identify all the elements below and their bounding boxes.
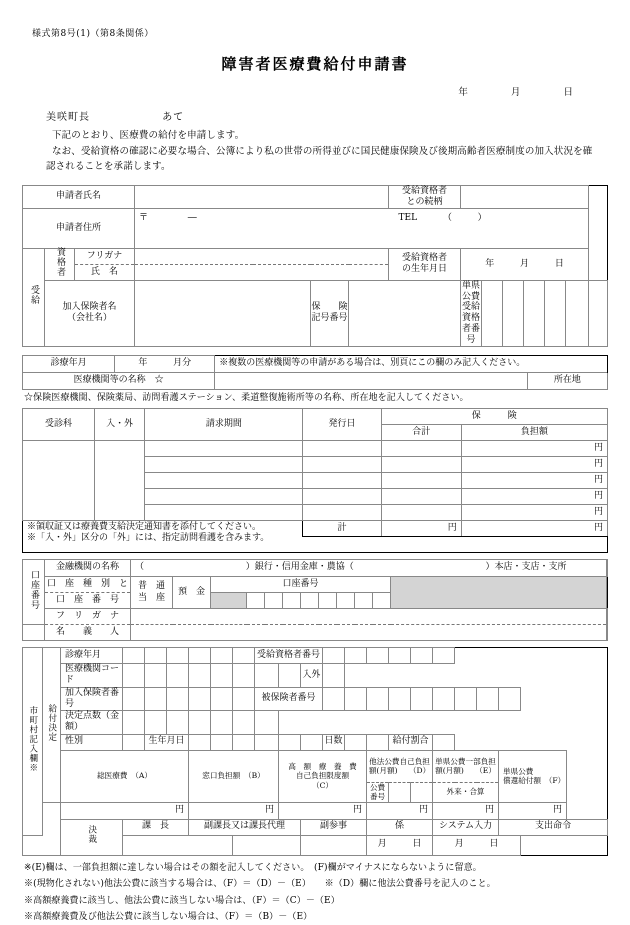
points-cell-1[interactable] — [123, 711, 145, 735]
treatment-month-table — [22, 355, 608, 390]
account-no-cell-4[interactable] — [301, 593, 319, 609]
approval-input-kacho[interactable] — [23, 835, 123, 855]
amount-col-0-line1: 総医療費 （A） — [97, 771, 152, 781]
submission-date — [22, 84, 608, 98]
claim-note-1: ※領収証又は療養費支給決定通知書を添付してください。 — [27, 522, 262, 533]
claim-burden-input[interactable]: 円 — [461, 489, 607, 505]
institution-name-input[interactable] — [215, 372, 528, 389]
account-futsu[interactable]: 普 通 — [137, 581, 165, 592]
amount-col-1-line1: 窓口負担額 （B） — [202, 771, 265, 781]
bank-institution-input[interactable] — [131, 560, 607, 577]
date-year-label: 年 — [458, 87, 469, 98]
body-line-3: 認されることを承諾します。 — [46, 161, 171, 173]
claim-insurance-header: 保 険 — [381, 409, 607, 425]
claim-total-input[interactable] — [381, 441, 461, 457]
approval-input-fukusanji[interactable] — [233, 835, 301, 855]
treatment-month-label: 診療年月 — [23, 355, 115, 372]
points-blank — [279, 711, 567, 735]
recipient-vertical-label — [23, 248, 45, 346]
insurance-no-label-2: 記号番号 — [311, 313, 348, 324]
recipient-birth-label — [389, 248, 461, 280]
system-month: 月 — [377, 839, 387, 850]
account-holder-label: 名 義 人 — [45, 625, 131, 641]
amount-col-2-line2: 自己負担限度額 — [295, 771, 350, 781]
insurer-label-2: （会社名） — [67, 313, 113, 324]
approval-col-payment: 支出命令 — [499, 819, 608, 835]
amount-col-3-line1: 他法公費自己負担 — [369, 756, 430, 766]
account-furigana-input[interactable] — [131, 609, 607, 625]
payment-day: 日 — [489, 839, 499, 850]
points-cell-7[interactable] — [255, 711, 279, 735]
treat-month-cell-2[interactable] — [145, 648, 167, 664]
recipient-no-cell-5[interactable] — [411, 648, 433, 664]
claim-total-label: 計 — [303, 521, 381, 537]
insured-no-cell-5[interactable] — [411, 687, 433, 711]
account-furigana-label: フ リ ガ ナ — [45, 609, 131, 625]
insured-no-cell-7[interactable] — [455, 687, 477, 711]
insurer-name-input[interactable] — [135, 280, 311, 346]
account-no-cell-6[interactable] — [337, 593, 355, 609]
inst-code-cell-6[interactable] — [233, 664, 255, 688]
public-expense-no-cell-1[interactable] — [389, 782, 411, 802]
applicant-recipient-table — [22, 185, 608, 346]
amount-col-5-line1: 単県公費 — [503, 766, 534, 776]
insured-no-cell-6[interactable] — [433, 687, 455, 711]
claim-grand-total[interactable]: 円 — [381, 521, 461, 537]
insured-no-cell-4[interactable] — [389, 687, 411, 711]
claim-spacer-2 — [381, 537, 461, 553]
claim-total-input[interactable] — [381, 457, 461, 473]
points-cell-2[interactable] — [145, 711, 167, 735]
tel-label: TEL — [398, 212, 418, 223]
inst-code-cell-1[interactable] — [123, 664, 145, 688]
pref-cert-cell-1[interactable] — [482, 280, 503, 346]
birth-cell-1[interactable] — [189, 734, 211, 750]
approval-col-fukusanji: 副参事 — [301, 819, 367, 835]
claim-spacer-3 — [461, 537, 607, 553]
treat-month-cell-6[interactable] — [233, 648, 255, 664]
recipient-no-cell-4[interactable] — [389, 648, 411, 664]
points-cell-3[interactable] — [167, 711, 189, 735]
postal-dash: ― — [187, 212, 197, 223]
municipal-vertical-label — [23, 648, 43, 835]
account-no-cell-1[interactable] — [247, 593, 265, 609]
pref-cert-cell-2[interactable] — [503, 280, 524, 346]
applicant-address-label: 申請者住所 — [23, 208, 135, 248]
row-treat-month-label: 診療年月 — [61, 648, 123, 664]
gender-text: 性別 — [65, 736, 84, 747]
claim-spacer-1 — [303, 537, 381, 553]
approval-col-kakari: 係 — [367, 819, 433, 835]
amount-col-total-medical — [61, 750, 189, 802]
pref-cert-cell-5[interactable] — [566, 280, 589, 346]
claim-period-input[interactable] — [145, 473, 303, 489]
postal-mark: 〒 — [139, 212, 149, 223]
claim-period-input[interactable] — [145, 441, 303, 457]
claim-period-input[interactable] — [145, 505, 303, 521]
claim-period-input[interactable] — [145, 489, 303, 505]
amount-value-total-medical[interactable]: 円 — [61, 802, 189, 819]
applicant-name-input[interactable] — [135, 186, 389, 209]
form-number: 様式第8号(1)（第8条関係） — [32, 29, 154, 39]
inst-code-cell-3[interactable] — [167, 664, 189, 688]
treatment-year-label: 年 — [138, 357, 148, 368]
row-insured-no-label: 被保険者番号 — [255, 687, 323, 711]
claim-issue-date-input[interactable] — [303, 441, 381, 457]
claim-total-input[interactable] — [381, 505, 461, 521]
claim-total-input[interactable] — [381, 473, 461, 489]
account-no-cell-8[interactable] — [373, 593, 391, 609]
recipient-name-label: 氏 名 — [75, 264, 135, 280]
claim-inout-input[interactable] — [95, 441, 145, 521]
recipient-birth-label-1: 受給資格者 — [402, 253, 448, 264]
birth-cell-5[interactable] — [279, 734, 301, 750]
insurance-no-label-1: 保 険 — [311, 302, 348, 313]
claim-total-input[interactable] — [381, 489, 461, 505]
pref-cert-cell-6[interactable] — [589, 280, 608, 346]
days-cell-2[interactable] — [367, 734, 389, 750]
amount-col-pref-refund — [499, 750, 567, 802]
benefit-vertical-label — [43, 648, 61, 802]
amount-col-high-cost — [279, 750, 367, 802]
amount-col-3-line2: 額(月額) （D） — [368, 766, 431, 776]
recipient-birth-input[interactable] — [461, 248, 589, 280]
claim-notes — [23, 521, 303, 553]
account-no-cell-7[interactable] — [355, 593, 373, 609]
claim-col-issue-date: 発行日 — [303, 409, 381, 441]
amount-value-high-cost[interactable]: 円 — [279, 802, 367, 819]
body-line-1: 下記のとおり、医療費の給付を申請します。 — [52, 130, 245, 141]
recipient-no-cell-6[interactable] — [433, 648, 455, 664]
treat-month-cell-4[interactable] — [189, 648, 211, 664]
inst-code-blank — [345, 664, 567, 688]
account-touza[interactable]: 当 座 — [137, 592, 165, 603]
recipient-vertical-1: 受給 — [29, 285, 39, 306]
claim-col-period: 請求期間 — [145, 409, 303, 441]
points-cell-4[interactable] — [189, 711, 211, 735]
insurer-no-cell-5[interactable] — [211, 687, 233, 711]
row-days-label: 日数 — [323, 734, 345, 750]
birth-month-label: 月 — [520, 258, 530, 269]
recipient-vertical-2: 資格者 — [55, 247, 65, 278]
insurer-no-cell-6[interactable] — [233, 687, 255, 711]
municipal-table — [22, 647, 608, 855]
municipal-vertical-text: 市町村記入欄※ — [27, 705, 38, 773]
account-no-cell-5[interactable] — [319, 593, 337, 609]
row-recipient-no-label: 受給資格者番号 — [255, 648, 323, 664]
account-no-cell-3[interactable] — [283, 593, 301, 609]
insured-no-cell-2[interactable] — [345, 687, 367, 711]
claim-period-input[interactable] — [145, 457, 303, 473]
insurer-no-cell-4[interactable] — [189, 687, 211, 711]
approval-col-kacho: 課 長 — [123, 819, 189, 835]
row-points-label: 決定点数（金額） — [61, 711, 123, 735]
row-insurer-no-label: 加入保険者番号 — [61, 687, 123, 711]
amount-col-window-burden — [189, 750, 279, 802]
claim-burden-input[interactable]: 円 — [461, 457, 607, 473]
bank-paren-open: （ — [135, 562, 145, 573]
relation-input[interactable] — [461, 186, 589, 209]
account-holder-tail[interactable] — [607, 625, 608, 641]
row-institution-code-label: 医療機関コード — [61, 664, 123, 688]
claim-note-2: ※「入・外」区分の「外」には、指定訪問看護を含みます。 — [27, 533, 270, 544]
account-yokin-label: 預 金 — [173, 577, 211, 609]
benefit-vertical-text: 給付決定 — [46, 703, 57, 742]
approval-input-fukukacho[interactable] — [123, 835, 233, 855]
page-title: 障害者医療費給付申請書 — [221, 55, 409, 73]
inst-code-cell-5[interactable] — [211, 664, 233, 688]
insurance-no-input[interactable] — [349, 280, 461, 346]
claim-issue-date-input[interactable] — [303, 489, 381, 505]
claim-table — [22, 408, 608, 553]
recipient-no-blank — [455, 648, 543, 664]
bank-vertical-label — [23, 560, 45, 625]
pref-cert-label-2: 資格者番号 — [462, 313, 481, 345]
amount-col-other-public — [367, 750, 433, 782]
institution-name-label: 医療機関等の名称 ☆ — [23, 372, 215, 389]
recipient-furigana-input[interactable] — [135, 248, 389, 264]
row-rate-label: 給付割合 — [389, 734, 433, 750]
footnote-4: ※高額療養費及び他法公費に該当しない場合は、（F）＝（B）－（E） — [24, 912, 313, 922]
recipient-name-input[interactable] — [135, 264, 389, 280]
bank-kinds: ）銀行・信用金庫・農協（ — [245, 562, 354, 573]
insurer-no-cell-2[interactable] — [145, 687, 167, 711]
rate-blank — [455, 734, 608, 750]
applicant-name-label: 申請者氏名 — [23, 186, 135, 209]
account-no-cell-0 — [211, 593, 247, 609]
account-futsu-touza[interactable] — [131, 577, 173, 609]
gender-input[interactable] — [123, 734, 145, 750]
approval-col-fukukacho: 副課長又は課長代理 — [189, 819, 301, 835]
account-type-label-2: 口 座 番 号 — [45, 593, 131, 609]
applicant-postal-row[interactable] — [135, 208, 589, 228]
claim-grand-burden[interactable]: 円 — [461, 521, 607, 537]
amount-col-pref-partial — [433, 750, 499, 782]
insured-no-cell-3[interactable] — [367, 687, 389, 711]
payment-month: 月 — [454, 839, 464, 850]
branch-kinds: ）本店・支店・支所 — [485, 562, 567, 573]
claim-subcol-total: 合計 — [381, 425, 461, 441]
treat-month-cell-1[interactable] — [123, 648, 145, 664]
insurance-no-label — [311, 280, 349, 346]
addressee-name: 美咲町長 — [46, 112, 90, 123]
addressee-suffix: あて — [162, 112, 185, 123]
relation-label — [389, 186, 461, 209]
relation-label-line2: との続柄 — [406, 196, 443, 207]
recipient-furigana-label: フリガナ — [75, 248, 135, 264]
claim-issue-date-input[interactable] — [303, 473, 381, 489]
claim-col-dept: 受診科 — [23, 409, 95, 441]
row-birth-label: 生年月日 — [145, 734, 189, 750]
claim-burden-input[interactable]: 円 — [461, 441, 607, 457]
bank-institution-label: 金融機関の名称 — [45, 560, 131, 577]
claim-burden-input[interactable]: 円 — [461, 505, 607, 521]
insurer-no-cell-1[interactable] — [123, 687, 145, 711]
in-out-input[interactable] — [323, 664, 345, 688]
amount-col-4-line1: 単県公費一部負担 — [435, 756, 496, 766]
birth-cell-4[interactable] — [255, 734, 279, 750]
insurer-label-1: 加入保険者名 — [62, 302, 117, 313]
account-no-gray-area — [391, 577, 607, 609]
applicant-address-input[interactable] — [135, 228, 589, 248]
amount-col-4-line2: 額(月額) （E） — [435, 766, 496, 776]
recipient-no-cell-3[interactable] — [367, 648, 389, 664]
bank-institution-tail[interactable] — [607, 560, 608, 577]
footnote-2: ※(現物化されない)他法公費に該当する場合は、（F）＝（D）－（E） ※（D）欄に他法公費番号を記入のこと。 — [24, 879, 496, 889]
amount-value-window-burden[interactable]: 円 — [189, 802, 279, 819]
amount-value-pref-partial[interactable]: 円 — [433, 802, 499, 819]
claim-issue-date-input[interactable] — [303, 457, 381, 473]
birth-cell-3[interactable] — [233, 734, 255, 750]
birth-cell-2[interactable] — [211, 734, 233, 750]
bank-account-table — [22, 559, 608, 641]
inst-code-cell-4[interactable] — [189, 664, 211, 688]
amount-col-2-line3: （C） — [312, 780, 334, 790]
approval-col-system: システム入力 — [433, 819, 499, 835]
inst-code-cell-7[interactable] — [255, 664, 279, 688]
approval-input-system[interactable] — [367, 835, 433, 855]
recipient-birth-label-2: の生年月日 — [402, 264, 448, 275]
date-day-label: 日 — [563, 87, 574, 98]
birth-year-label: 年 — [485, 258, 495, 269]
account-holder-input[interactable] — [131, 625, 607, 641]
footnote-3: ※高額療養費に該当し、他法公費に該当しない場合は、（F）＝（C）－（E） — [24, 895, 340, 906]
relation-label-line1: 受給資格者 — [402, 186, 448, 197]
pref-cert-label-1: 単県公費受給 — [462, 280, 481, 313]
outpatient-combined-label: 外来・合算 — [433, 782, 499, 802]
institution-location-label: 所在地 — [527, 372, 607, 389]
days-cell-1[interactable] — [345, 734, 367, 750]
points-cell-5[interactable] — [211, 711, 233, 735]
account-no-cell-2[interactable] — [265, 593, 283, 609]
account-type-label-1: 口 座 種 別 と — [45, 577, 131, 593]
amount-value-pref-refund[interactable]: 円 — [499, 802, 567, 819]
claim-issue-date-input[interactable] — [303, 505, 381, 521]
body-line-2: なお、受給資格の確認に必要な場合、公簿により私の世帯の所得並びに国民健康保険及び後期高齢者医療制度の加入状況を確 — [52, 145, 593, 157]
points-cell-6[interactable] — [233, 711, 255, 735]
claim-col-inout: 入・外 — [95, 409, 145, 441]
claim-burden-input[interactable]: 円 — [461, 473, 607, 489]
amount-value-other-public[interactable]: 円 — [367, 802, 433, 819]
recipient-vertical-label-2 — [45, 248, 75, 280]
treat-month-cell-3[interactable] — [167, 648, 189, 664]
insurer-name-label — [45, 280, 135, 346]
date-month-label: 月 — [510, 87, 522, 98]
tel-paren-open: （ — [442, 212, 452, 223]
insured-no-cell-9[interactable] — [499, 687, 521, 711]
claim-subcol-burden: 負担額 — [461, 425, 607, 441]
amount-col-5-line2: 償還給付額 （F） — [503, 776, 566, 786]
addressee-line — [46, 108, 608, 123]
inst-code-cell-8[interactable] — [279, 664, 301, 688]
recipient-no-cell-2[interactable] — [345, 648, 367, 664]
bank-vertical-text: 口座番号 — [29, 569, 39, 610]
insured-no-cell-1[interactable] — [323, 687, 345, 711]
account-furigana-tail[interactable] — [607, 609, 608, 625]
pref-cert-cell-3[interactable] — [524, 280, 545, 346]
birth-cell-6[interactable] — [301, 734, 323, 750]
row-in-out-label: 入外 — [301, 664, 323, 688]
treatment-month-input[interactable] — [115, 355, 215, 372]
treat-month-cell-5[interactable] — [211, 648, 233, 664]
star-note: ☆保険医療機関、保険薬局、訪問看護ステーション、柔道整復施術所等の名称、所在地を記入してください。 — [24, 392, 469, 403]
system-day: 日 — [412, 839, 422, 850]
row-gender-label — [61, 734, 123, 750]
rate-input[interactable] — [433, 734, 455, 750]
inst-code-cell-2[interactable] — [145, 664, 167, 688]
pref-cert-label — [461, 280, 482, 346]
insurer-no-cell-3[interactable] — [167, 687, 189, 711]
account-no-label: 口座番号 — [211, 577, 391, 593]
footnote-1: ※(E)欄は、一部負担額に達しない場合はその額を記入してください。 (F)欄がマイナスにならないように留意。 — [24, 862, 482, 873]
recipient-no-cell-1[interactable] — [323, 648, 345, 664]
amount-col-2-line1: 高 額 療 養 費 — [288, 762, 357, 772]
birth-day-label: 日 — [554, 258, 564, 269]
approval-input-kakari[interactable] — [301, 835, 367, 855]
approval-input-payment[interactable] — [433, 835, 521, 855]
multi-institution-note: ※複数の医療機関等の申請がある場合は、別頁にこの欄のみ記入ください。 — [215, 355, 608, 372]
public-expense-no-label: 公費番号 — [367, 782, 389, 802]
insured-no-cell-8[interactable] — [477, 687, 499, 711]
claim-dept-input[interactable] — [23, 441, 95, 521]
public-expense-no-cell-2[interactable] — [411, 782, 433, 802]
approval-vertical-text: 決裁 — [86, 825, 97, 845]
tel-paren-close: ） — [477, 212, 487, 223]
treatment-monthunit-label: 月分 — [173, 357, 192, 368]
pref-cert-cell-4[interactable] — [545, 280, 566, 346]
